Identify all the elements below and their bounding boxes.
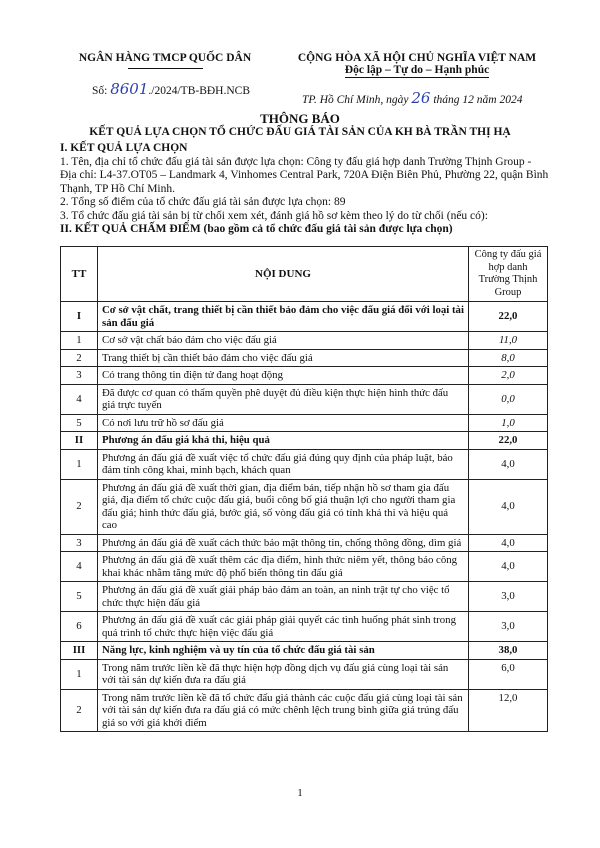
row-content: Cơ sở vật chất, trang thiết bị cần thiết bảo đảm cho việc đấu giá đối với loại tài sản đấu giá	[98, 302, 469, 332]
row-score: 4,0	[469, 449, 548, 479]
row-content: Năng lực, kinh nghiệm và uy tín của tổ chức đấu giá tài sản	[98, 642, 469, 660]
row-content: Phương án đấu giá đề xuất các giải pháp giải quyết các tình huống phát sinh trong quá trình tổ chức thực hiện việc đấu giá	[98, 612, 469, 642]
bank-name: NGÂN HÀNG TMCP QUỐC DÂN	[78, 52, 252, 64]
row-tt: 3	[61, 534, 98, 552]
table-row	[61, 479, 548, 534]
section-1-item-3: 3. Tổ chức đấu giá tài sản bị từ chối xem xét, đánh giá hồ sơ kèm theo lý do từ chối (nếu có):	[60, 209, 488, 222]
table-row	[61, 552, 548, 582]
section-1-heading: I. KẾT QUẢ LỰA CHỌN	[60, 142, 188, 154]
table-row	[61, 449, 548, 479]
place-date: TP. Hồ Chí Minh, ngày 26 tháng 12 năm 2024	[302, 89, 523, 107]
row-score: 8,0	[469, 349, 548, 367]
scoring-table	[60, 246, 548, 732]
motto: Độc lập – Tự do – Hạnh phúc	[344, 64, 490, 76]
row-score: 1,0	[469, 414, 548, 432]
row-score: 11,0	[469, 332, 548, 350]
table-row	[61, 612, 548, 642]
section-2-heading: II. KẾT QUẢ CHẤM ĐIỂM (bao gồm cả tổ chức đấu giá tài sản được lựa chọn)	[60, 223, 453, 235]
table-row	[61, 659, 548, 689]
table-row	[61, 534, 548, 552]
row-score: 4,0	[469, 534, 548, 552]
row-score: 3,0	[469, 582, 548, 612]
row-tt: I	[61, 302, 98, 332]
section-1-item-2: 2. Tổng số điểm của tổ chức đấu giá tài sản được lựa chọn: 89	[60, 196, 346, 208]
row-tt: II	[61, 432, 98, 450]
row-content: Cơ sở vật chất bảo đảm cho việc đấu giá	[98, 332, 469, 350]
row-content: Phương án đấu giá khả thi, hiệu quả	[98, 432, 469, 450]
row-tt: 2	[61, 479, 98, 534]
table-row	[61, 432, 548, 450]
column-header-content: NỘI DUNG	[98, 247, 469, 302]
page-number: 1	[297, 787, 303, 799]
row-tt: 1	[61, 659, 98, 689]
row-tt: 5	[61, 414, 98, 432]
row-tt: 2	[61, 689, 98, 732]
table-header-row	[61, 247, 548, 302]
table-row	[61, 414, 548, 432]
table-row	[61, 367, 548, 385]
row-content: Có nơi lưu trữ hồ sơ đấu giá	[98, 414, 469, 432]
row-tt: 2	[61, 349, 98, 367]
row-content: Trong năm trước liền kề đã thực hiện hợp đồng dịch vụ đấu giá cùng loại tài sản với tài sản dự kiến đưa ra đấu giá	[98, 659, 469, 689]
row-content: Phương án đấu giá đề xuất thời gian, địa điểm bán, tiếp nhận hồ sơ tham gia đấu giá, địa điểm tổ chức cuộc đấu giá, buổi công bố giá thuận lợi cho người tham gia đấu giá; hình thức đấu giá, bước giá, số vòng đấu giá có tính khả thi và hiệu quả cao	[98, 479, 469, 534]
country-header	[282, 52, 552, 78]
row-tt: III	[61, 642, 98, 660]
row-score: 6,0	[469, 659, 548, 689]
table-row	[61, 384, 548, 414]
row-content: Phương án đấu giá đề xuất thêm các địa điểm, hình thức niêm yết, thông báo công khai khác nhằm tăng mức độ phổ biến thông tin đấu giá	[98, 552, 469, 582]
row-content: Trang thiết bị cần thiết bảo đảm cho việc đấu giá	[98, 349, 469, 367]
row-score: 38,0	[469, 642, 548, 660]
document-title: THÔNG BÁO	[260, 111, 340, 126]
row-tt: 5	[61, 582, 98, 612]
column-header-tt: TT	[61, 247, 98, 302]
section-1	[60, 142, 550, 237]
row-tt: 1	[61, 332, 98, 350]
header-underline	[128, 68, 203, 69]
row-tt: 6	[61, 612, 98, 642]
row-score: 0,0	[469, 384, 548, 414]
row-score: 4,0	[469, 479, 548, 534]
row-content: Có trang thông tin điện tử đang hoạt động	[98, 367, 469, 385]
table-row	[61, 332, 548, 350]
row-score: 22,0	[469, 432, 548, 450]
row-content: Đã được cơ quan có thẩm quyền phê duyệt đủ điều kiện thực hiện hình thức đấu giá trực tuyến	[98, 384, 469, 414]
table-row	[61, 642, 548, 660]
country-name: CỘNG HÒA XÃ HỘI CHỦ NGHĨA VIỆT NAM	[297, 52, 537, 64]
row-tt: 1	[61, 449, 98, 479]
document-number: Số: 8601./2024/TB-BĐH.NCB	[92, 80, 250, 98]
table-row	[61, 349, 548, 367]
table-row	[61, 582, 548, 612]
row-score: 2,0	[469, 367, 548, 385]
handwritten-day: 26	[411, 89, 431, 107]
table-row	[61, 689, 548, 732]
section-1-item-1: 1. Tên, địa chỉ tổ chức đấu giá tài sản được lựa chọn: Công ty đấu giá hợp danh Trường Thịnh Group - Địa chỉ: L4-37.OT05 – Landmark 4, Vinhomes Central Park, 720A Điện Biên Phủ, Phường 22, quận Bình Thạnh, TP Hồ Chí Minh.	[60, 155, 549, 195]
column-header-score: Công ty đấu giá hợp danh Trường Thịnh Group	[469, 247, 548, 302]
row-content: Phương án đấu giá đề xuất cách thức bảo mật thông tin, chống thông đồng, dìm giá	[98, 534, 469, 552]
row-content: Phương án đấu giá đề xuất giải pháp bảo đảm an toàn, an ninh trật tự cho việc tổ chức thực hiện đấu giá	[98, 582, 469, 612]
row-score: 4,0	[469, 552, 548, 582]
table-row	[61, 302, 548, 332]
row-tt: 4	[61, 552, 98, 582]
document-subtitle: KẾT QUẢ LỰA CHỌN TỔ CHỨC ĐẤU GIÁ TÀI SẢN CỦA KH BÀ TRẦN THỊ HẠ	[89, 126, 511, 138]
row-tt: 3	[61, 367, 98, 385]
row-score: 3,0	[469, 612, 548, 642]
row-content: Phương án đấu giá đề xuất việc tổ chức đấu giá đúng quy định của pháp luật, bảo đảm tính công khai, minh bạch, khách quan	[98, 449, 469, 479]
handwritten-number: 8601	[110, 80, 149, 98]
row-score: 12,0	[469, 689, 548, 732]
row-score: 22,0	[469, 302, 548, 332]
row-tt: 4	[61, 384, 98, 414]
row-content: Trong năm trước liền kề đã tổ chức đấu giá thành các cuộc đấu giá cùng loại tài sản với tài sản dự kiến đưa ra đấu giá có mức chênh lệch trung bình giữa giá trúng đấu giá so với giá khởi điểm	[98, 689, 469, 732]
